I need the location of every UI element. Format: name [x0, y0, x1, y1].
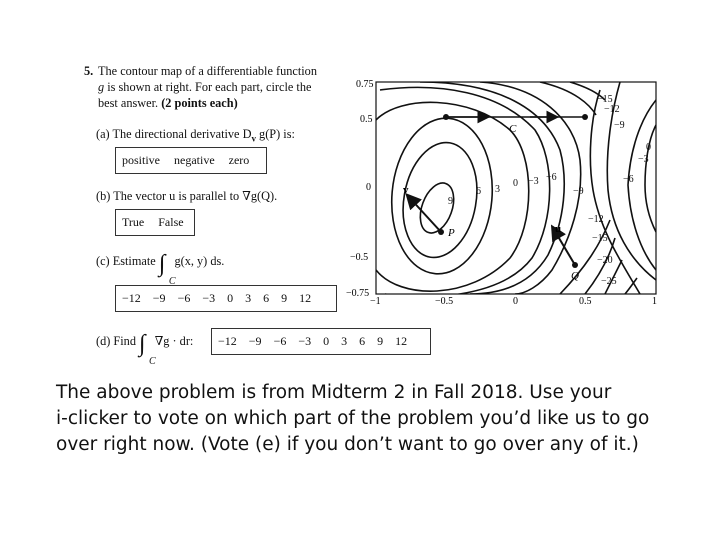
part-c-options: [115, 285, 337, 312]
contour-0-right: [628, 100, 656, 270]
curve-c-end: [582, 114, 588, 120]
option-negative[interactable]: negative: [174, 153, 215, 167]
part-c-question: [96, 251, 225, 287]
option-d-6[interactable]: 6: [359, 334, 366, 348]
contour-label-3: 3: [495, 184, 500, 195]
contour-loop-6: [394, 137, 485, 264]
part-c-integrand: g(x, y) ds.: [174, 254, 225, 268]
integral-sign-c: ∫ C: [159, 252, 166, 276]
contour-neg12-top: [540, 82, 596, 115]
contour-label-neg12-top: −12: [604, 104, 620, 115]
option-c-3[interactable]: −3: [202, 291, 216, 305]
footer-note: [56, 380, 696, 458]
problem-line-3: [98, 95, 354, 111]
contour-label-neg20-bottom: −20: [597, 255, 613, 266]
part-d-integrand: ∇g · dr:: [154, 334, 194, 348]
points-note: (2 points each): [161, 96, 238, 110]
x-tick-neg1: −1: [370, 296, 381, 307]
option-d-2[interactable]: −6: [273, 334, 287, 348]
option-c-2[interactable]: −6: [177, 291, 191, 305]
option-d-4[interactable]: 0: [323, 334, 330, 348]
part-d-question: [96, 331, 194, 367]
part-c-label: (c) Estimate: [96, 254, 156, 268]
option-c-8[interactable]: 12: [299, 291, 312, 305]
option-false[interactable]: False: [158, 215, 184, 229]
contour-label-0-center: 0: [513, 178, 518, 189]
option-true[interactable]: True: [122, 215, 145, 229]
contour-label-9: 9: [448, 196, 453, 207]
part-b-options: [115, 209, 195, 236]
part-d-label: (d) Find: [96, 334, 136, 348]
part-c-sub: C: [168, 276, 176, 287]
option-d-3[interactable]: −3: [298, 334, 312, 348]
option-d-5[interactable]: 3: [341, 334, 348, 348]
option-c-1[interactable]: −9: [152, 291, 166, 305]
contour-label-neg15-bottom: −15: [592, 233, 608, 244]
contour-label-neg12-bottom: −12: [588, 214, 604, 225]
problem-line-1: The contour map of a differentiable function: [98, 64, 317, 78]
part-a-options: [115, 147, 267, 174]
contour-plot: [340, 70, 670, 310]
problem-line-3-text: best answer.: [98, 96, 159, 110]
contour-label-neg6-right: −6: [623, 174, 634, 185]
part-a-label: (a) The directional derivative D: [96, 127, 252, 141]
vector-v: [408, 196, 441, 232]
part-a-tail: g(P) is:: [259, 127, 295, 141]
option-c-0[interactable]: −12: [122, 291, 141, 305]
problem-number: 5.: [84, 64, 94, 78]
contour-label-6: 6: [476, 186, 481, 197]
part-d-sub: C: [149, 356, 156, 367]
x-tick-0: 0: [513, 296, 518, 307]
option-c-5[interactable]: 3: [245, 291, 252, 305]
contour-label-neg6-center: −6: [546, 172, 557, 183]
option-d-0[interactable]: −12: [218, 334, 237, 348]
option-c-7[interactable]: 9: [281, 291, 288, 305]
x-tick-neg05: −0.5: [435, 296, 454, 307]
option-d-1[interactable]: −9: [248, 334, 262, 348]
label-u: u: [555, 223, 562, 235]
x-tick-05: 0.5: [579, 296, 592, 307]
point-q: [572, 262, 578, 268]
footer-line-1: The above problem is from Midterm 2 in Fall 2018. Use your: [56, 382, 612, 403]
option-c-4[interactable]: 0: [227, 291, 234, 305]
contour-label-neg3-center: −3: [528, 176, 539, 187]
y-tick-neg075: −0.75: [346, 288, 370, 299]
footer-line-3: over right now. (Vote (e) if you don’t want to go over any of it.): [56, 434, 639, 455]
contour-label-neg3-right: −3: [638, 154, 649, 165]
x-tick-1: 1: [652, 296, 657, 307]
option-zero[interactable]: zero: [228, 153, 250, 167]
y-tick-05: 0.5: [360, 114, 373, 125]
footer-line-2: i-clicker to vote on which part of the problem you’d like us to go: [56, 408, 650, 429]
part-a-question: [96, 127, 295, 143]
label-q: Q: [571, 270, 579, 282]
option-d-8[interactable]: 12: [395, 334, 408, 348]
contour-label-neg9-top: −9: [614, 120, 625, 131]
part-d-options: [211, 328, 431, 355]
part-a-sub: v: [251, 133, 256, 144]
option-positive[interactable]: positive: [122, 153, 160, 167]
point-p: [438, 229, 444, 235]
integral-sign-d: ∫ C: [139, 332, 146, 356]
contour-label-neg15-top: −15: [597, 94, 613, 105]
label-c: C: [509, 123, 517, 135]
y-tick-075: 0.75: [356, 79, 374, 90]
contour-label-0-right: 0: [646, 142, 651, 153]
y-tick-neg05: −0.5: [350, 252, 369, 263]
contour-label-neg9-right: −9: [573, 186, 584, 197]
label-p: P: [448, 227, 455, 239]
label-v: v: [403, 184, 409, 196]
contour-label-neg25-bottom: −25: [601, 276, 617, 287]
problem-line-2: g is shown at right. For each part, circle the: [98, 80, 312, 94]
part-b-question: (b) The vector u is parallel to ∇g(Q).: [96, 189, 278, 203]
option-d-7[interactable]: 9: [377, 334, 384, 348]
curve-c-start: [443, 114, 449, 120]
y-tick-0: 0: [366, 182, 371, 193]
option-c-6[interactable]: 6: [263, 291, 270, 305]
contour-loop-3: [385, 114, 498, 278]
